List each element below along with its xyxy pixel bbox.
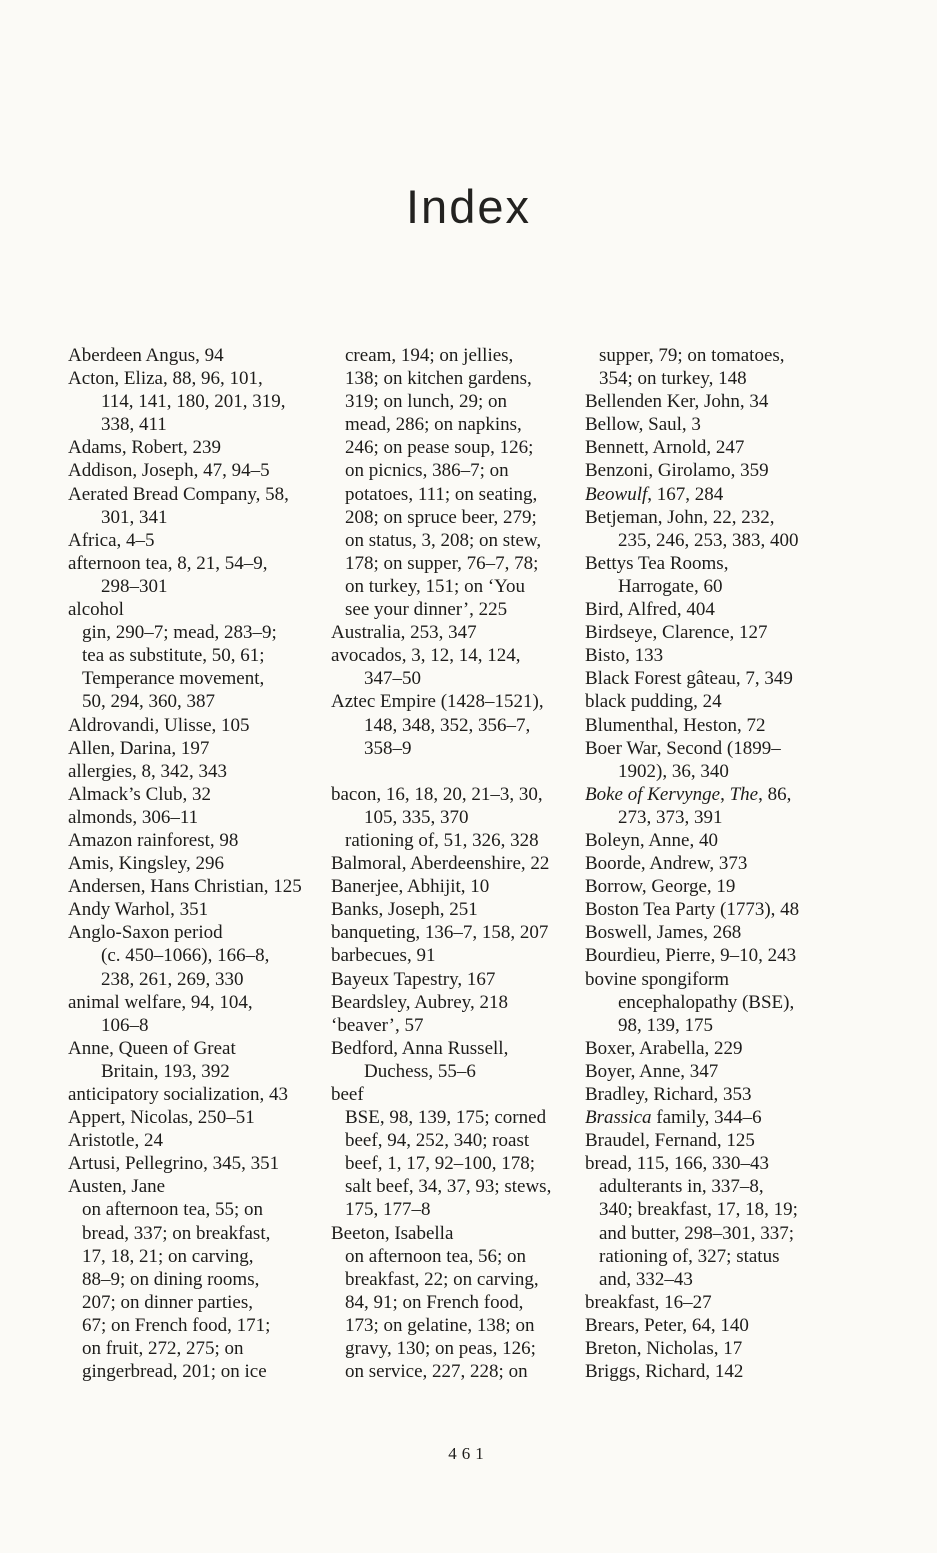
index-entry-line: Aztec Empire (1428–1521),: [331, 691, 544, 713]
index-entry-line: Artusi, Pellegrino, 345, 351: [68, 1153, 280, 1175]
index-entry-line: Braudel, Fernand, 125: [585, 1130, 755, 1152]
index-entry-line: Australia, 253, 347: [331, 622, 477, 644]
index-entry-line: Adams, Robert, 239: [68, 437, 222, 459]
index-entry-line: Aristotle, 24: [68, 1130, 163, 1152]
index-entry-line: on picnics, 386–7; on: [345, 460, 509, 482]
index-entry-line: Anne, Queen of Great: [68, 1037, 236, 1059]
index-entry-line: bread, 337; on breakfast,: [82, 1222, 271, 1244]
index-entry-line: Borrow, George, 19: [585, 876, 736, 898]
index-entry-line: [585, 483, 875, 506]
index-entry-line: Appert, Nicolas, 250–51: [68, 1107, 255, 1129]
index-entry-line: Bettys Tea Rooms,: [585, 552, 729, 574]
index-entry-line: 173; on gelatine, 138; on: [345, 1314, 535, 1336]
index-entry-line: and butter, 298–301, 337;: [599, 1222, 795, 1244]
index-entry-line: Bellenden Ker, John, 34: [585, 391, 769, 413]
index-entry-line: 1902), 36, 340: [618, 760, 729, 782]
index-entry-line: Temperance movement,: [82, 668, 265, 690]
index-entry-line: gravy, 130; on peas, 126;: [345, 1338, 536, 1360]
italic-text: The: [729, 783, 759, 805]
index-entry-line: tea as substitute, 50, 61;: [82, 645, 265, 667]
index-entry-line: animal welfare, 94, 104,: [68, 991, 253, 1013]
index-entry-line: supper, 79; on tomatoes,: [599, 345, 785, 366]
index-entry-line: Blumenthal, Heston, 72: [585, 714, 766, 736]
index-column-2: [331, 344, 581, 1383]
index-entry-line: on service, 227, 228; on: [345, 1361, 528, 1383]
index-entry-line: bread, 115, 166, 330–43: [585, 1153, 769, 1175]
index-entry-line: Bisto, 133: [585, 645, 664, 667]
text: , 167, 284: [647, 483, 724, 505]
index-entry-line: Aberdeen Angus, 94: [68, 345, 224, 366]
index-entry-line: Acton, Eliza, 88, 96, 101,: [68, 368, 263, 390]
index-entry-line: Balmoral, Aberdeenshire, 22: [331, 853, 550, 875]
index-entry-line: Boswell, James, 268: [585, 922, 742, 944]
index-entry-line: Almack’s Club, 32: [68, 783, 212, 805]
index-entry-line: on status, 3, 208; on stew,: [345, 529, 542, 551]
index-entry-line: 114, 141, 180, 201, 319,: [101, 391, 286, 413]
index-entry-line: 301, 341: [101, 506, 168, 528]
index-entry-line: potatoes, 111; on seating,: [345, 483, 538, 505]
index-entry-line: salt beef, 34, 37, 93; stews,: [345, 1176, 552, 1198]
index-entry-line: rationing of, 51, 326, 328: [345, 829, 539, 851]
index-entry-line: black pudding, 24: [585, 691, 722, 713]
index-entry-line: 354; on turkey, 148: [599, 368, 747, 390]
index-entry-line: see your dinner’, 225: [345, 599, 508, 621]
index-entry-line: 17, 18, 21; on carving,: [82, 1245, 254, 1267]
index-entry-line: 347–50: [364, 668, 421, 690]
index-entry-line: cream, 194; on jellies,: [345, 345, 514, 366]
index-entry-line: 319; on lunch, 29; on: [345, 391, 508, 413]
index-entry-line: Boleyn, Anne, 40: [585, 829, 718, 851]
index-entry-line: on fruit, 272, 275; on: [82, 1338, 244, 1360]
text: family, 344–6: [651, 1107, 762, 1129]
index-entry-line: Amis, Kingsley, 296: [68, 853, 225, 875]
index-entry-line: on afternoon tea, 56; on: [345, 1245, 526, 1267]
index-entry-line: Bedford, Anna Russell,: [331, 1037, 509, 1059]
index-entry-line: 340; breakfast, 17, 18, 19;: [599, 1199, 798, 1221]
index-entry-line: Addison, Joseph, 47, 94–5: [68, 460, 270, 482]
index-entry-line: Bird, Alfred, 404: [585, 599, 715, 621]
index-entry-line: bacon, 16, 18, 20, 21–3, 30,: [331, 783, 543, 805]
index-entry-line: 246; on pease soup, 126;: [345, 437, 534, 459]
index-entry-line: Allen, Darina, 197: [68, 737, 210, 759]
index-entry-line: and, 332–43: [599, 1268, 693, 1290]
index-entry-line: breakfast, 22; on carving,: [345, 1268, 539, 1290]
index-entry-line: 88–9; on dining rooms,: [82, 1268, 260, 1290]
index-entry-line: [585, 783, 875, 806]
index-entry-line: 358–9: [364, 737, 412, 759]
index-entry-line: Bennett, Arnold, 247: [585, 437, 745, 459]
index-entry-line: 148, 348, 352, 356–7,: [364, 714, 531, 736]
index-entry-line: Bradley, Richard, 353: [585, 1084, 752, 1105]
page-number: 461: [448, 1444, 489, 1463]
page-title: Index: [406, 180, 531, 234]
index-entry-line: 298–301: [101, 575, 168, 597]
index-entry-line: 207; on dinner parties,: [82, 1291, 253, 1313]
index-entry-line: Betjeman, John, 22, 232,: [585, 506, 775, 528]
index-entry-line: afternoon tea, 8, 21, 54–9,: [68, 552, 268, 574]
index-entry-line: barbecues, 91: [331, 945, 436, 967]
italic-text: Beowulf: [585, 483, 648, 505]
index-entry-line: Benzoni, Girolamo, 359: [585, 460, 769, 482]
index-entry-line: Beeton, Isabella: [331, 1222, 454, 1244]
index-entry-line: [585, 1106, 875, 1129]
index-entry-line: Boxer, Arabella, 229: [585, 1037, 743, 1059]
index-entry-line: on turkey, 151; on ‘You: [345, 575, 525, 597]
index-entry-line: breakfast, 16–27: [585, 1291, 712, 1313]
index-entry-line: Boston Tea Party (1773), 48: [585, 899, 800, 921]
text: ,: [720, 783, 730, 805]
index-entry-line: Brears, Peter, 64, 140: [585, 1314, 749, 1336]
index-entry-line: rationing of, 327; status: [599, 1245, 780, 1267]
index-entry-line: Boer War, Second (1899–: [585, 737, 781, 759]
index-entry-line: almonds, 306–11: [68, 806, 199, 828]
index-entry-line: beef, 94, 252, 340; roast: [345, 1130, 530, 1152]
index-entry-line: Aerated Bread Company, 58,: [68, 483, 289, 505]
index-entry-line: 175, 177–8: [345, 1199, 431, 1221]
index-entry-line: 105, 335, 370: [364, 806, 469, 828]
index-entry-line: Bourdieu, Pierre, 9–10, 243: [585, 945, 797, 967]
index-entry-line: 67; on French food, 171;: [82, 1314, 271, 1336]
index-entry-line: 238, 261, 269, 330: [101, 968, 244, 990]
index-entry-line: 273, 373, 391: [618, 806, 723, 828]
index-entry-line: Boorde, Andrew, 373: [585, 853, 748, 875]
index-column-1: [68, 344, 328, 1383]
index-entry-line: Black Forest gâteau, 7, 349: [585, 668, 793, 690]
index-entry-line: Aldrovandi, Ulisse, 105: [68, 714, 250, 736]
index-entry-line: 338, 411: [101, 414, 167, 436]
index-entry-line: bovine spongiform: [585, 968, 730, 990]
italic-text: Boke of Kervynge: [585, 783, 721, 805]
index-entry-line: Banerjee, Abhijit, 10: [331, 876, 490, 898]
index-entry-line: Banks, Joseph, 251: [331, 899, 478, 921]
index-entry-line: gingerbread, 201; on ice: [82, 1361, 267, 1383]
section-gap: [331, 760, 581, 783]
index-entry-line: Bayeux Tapestry, 167: [331, 968, 496, 990]
index-entry-line: alcohol: [68, 599, 124, 621]
index-entry-line: avocados, 3, 12, 14, 124,: [331, 645, 521, 667]
index-entry-line: beef: [331, 1084, 364, 1105]
index-entry-line: BSE, 98, 139, 175; corned: [345, 1107, 547, 1129]
index-entry-line: gin, 290–7; mead, 283–9;: [82, 622, 277, 644]
index-entry-line: Harrogate, 60: [618, 575, 723, 597]
index-entry-line: Breton, Nicholas, 17: [585, 1338, 743, 1360]
index-entry-line: Briggs, Richard, 142: [585, 1361, 744, 1383]
index-entry-line: Anglo-Saxon period: [68, 922, 223, 944]
index-entry-line: Bellow, Saul, 3: [585, 414, 701, 436]
index-entry-line: 178; on supper, 76–7, 78;: [345, 552, 539, 574]
index-entry-line: Beardsley, Aubrey, 218: [331, 991, 508, 1013]
index-entry-line: anticipatory socialization, 43: [68, 1084, 289, 1105]
index-entry-line: Andersen, Hans Christian, 125: [68, 876, 302, 898]
index-entry-line: Birdseye, Clarence, 127: [585, 622, 768, 644]
index-entry-line: ‘beaver’, 57: [331, 1014, 424, 1036]
index-entry-line: 208; on spruce beer, 279;: [345, 506, 537, 528]
index-column-3: [585, 344, 875, 1383]
index-entry-line: 50, 294, 360, 387: [82, 691, 215, 713]
index-entry-line: 235, 246, 253, 383, 400: [618, 529, 799, 551]
text: , 86,: [758, 783, 792, 805]
index-entry-line: Andy Warhol, 351: [68, 899, 209, 921]
index-entry-line: Amazon rainforest, 98: [68, 829, 239, 851]
index-entry-line: allergies, 8, 342, 343: [68, 760, 228, 782]
index-entry-line: mead, 286; on napkins,: [345, 414, 522, 436]
index-entry-line: 84, 91; on French food,: [345, 1291, 524, 1313]
index-entry-line: banqueting, 136–7, 158, 207: [331, 922, 549, 944]
index-entry-line: Boyer, Anne, 347: [585, 1060, 719, 1082]
index-entry-line: 106–8: [101, 1014, 149, 1036]
index-entry-line: 138; on kitchen gardens,: [345, 368, 532, 390]
index-entry-line: Britain, 193, 392: [101, 1060, 230, 1082]
index-entry-line: on afternoon tea, 55; on: [82, 1199, 263, 1221]
index-entry-line: Africa, 4–5: [68, 529, 155, 551]
index-entry-line: beef, 1, 17, 92–100, 178;: [345, 1153, 535, 1175]
italic-text: Brassica: [585, 1107, 652, 1129]
index-entry-line: adulterants in, 337–8,: [599, 1176, 764, 1198]
index-entry-line: Duchess, 55–6: [364, 1060, 476, 1082]
index-entry-line: Austen, Jane: [68, 1176, 166, 1198]
index-entry-line: encephalopathy (BSE),: [618, 991, 795, 1013]
index-entry-line: (c. 450–1066), 166–8,: [101, 945, 270, 967]
index-entry-line: 98, 139, 175: [618, 1014, 713, 1036]
